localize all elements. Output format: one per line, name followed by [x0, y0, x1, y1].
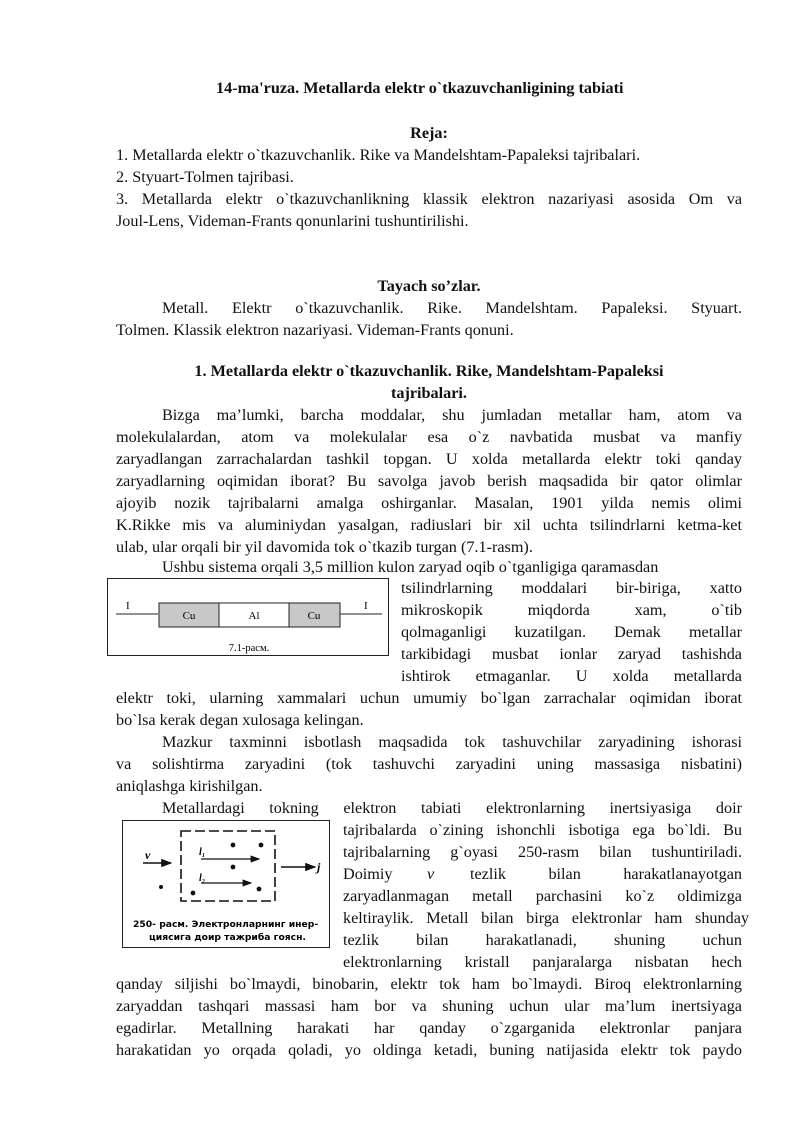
- plan-item: 2. Styuart-Tolmen tajribasi.: [116, 168, 294, 186]
- inertia-diagram: [123, 821, 331, 949]
- plan-item: 3. Metallarda elektr o`tkazuvchanlikning klassik elektron nazariyasi asosida Om va: [116, 190, 742, 208]
- plan-item-continued: Joul-Lens, Videman-Frants qonunlarini tushuntirilishi.: [116, 212, 469, 230]
- paragraph-line: elektr toki, ularning xammalari uchun umumiy bo`lgan zarrachalar oqimidan iborat: [116, 689, 742, 707]
- paragraph-line: aniqlashga kirishilgan.: [116, 777, 263, 795]
- paragraph-line: zaryadlangan zarrachalardan tashkil topgan. U xolda metallarda elektr toki qanday: [116, 450, 742, 468]
- paragraph-line: tarkibidagi musbat ionlar zaryad tashishda: [401, 645, 742, 663]
- electron-dot: [191, 891, 196, 896]
- cylinders-diagram: [108, 579, 390, 657]
- l1-label: l₁: [199, 847, 206, 858]
- segment-label: Al: [248, 610, 260, 622]
- electron-dot: [259, 843, 264, 848]
- figure-250: [122, 820, 330, 948]
- plan-heading: Reja:: [410, 124, 448, 142]
- metal-block: [181, 831, 275, 901]
- current-label-right: I: [364, 600, 368, 612]
- paragraph-line: K.Rikke mis va aluminiydan yasalgan, radiuslari bir xil uchta tsilindrlarni ketma-ket: [116, 516, 742, 534]
- lecture-title: 14-ma'ruza. Metallarda elektr o`tkazuvchanligining tabiati: [216, 79, 624, 97]
- l2-label: l₂: [199, 873, 206, 884]
- paragraph-line: zaryadlanmagan metall parchasini ko`z oldimizga: [343, 887, 742, 905]
- paragraph-line: zaryadlarning oqimidan iborat? Bu savolga javob berish maqsadida bir qator olimlar: [116, 472, 742, 490]
- figure-caption-line: циясига доир тажриба гоясн.: [149, 932, 306, 943]
- paragraph-line: zaryaddan tashqari massasi ham bor va shuning uchun ular ma’lum inertsiyaga: [116, 997, 742, 1015]
- paragraph-line: ulab, ular orqali bir yil davomida tok o`tkazib turgan (7.1-rasm).: [116, 538, 533, 556]
- section-heading: 1. Metallarda elektr o`tkazuvchanlik. Rike, Mandelshtam-Papaleksi: [194, 362, 664, 380]
- velocity-symbol: v: [427, 865, 435, 883]
- paragraph-line: va solishtirma zaryadini (tok tashuvchi zaryadini uning massasiga nisbatini): [116, 755, 742, 773]
- keywords-heading: Tayach so’zlar.: [377, 277, 481, 295]
- figure-caption-line: 250- pacм. Электронларнинг инер-: [133, 919, 319, 930]
- electron-dot: [159, 885, 163, 889]
- paragraph-line: molekulalardan, atom va molekulalar esa o`z navbatida musbat va manfiy: [116, 428, 742, 446]
- paragraph-line: elektronlarning kristall panjaralarga nisbatan hech: [343, 953, 742, 971]
- segment-label: Cu: [182, 610, 196, 622]
- paragraph-line: Metallardagi tokning elektron tabiati elektronlarning inertsiyasiga doir: [162, 799, 742, 817]
- paragraph-line: harakatidan yo orqada qoladi, yo oldinga ketadi, buning natijasida elektr tok paydo: [116, 1041, 742, 1059]
- paragraph-line: mikroskopik miqdorda xam, o`tib: [401, 601, 742, 619]
- paragraph-line: tajribalarning g`oyasi 250-rasm bilan tushuntiriladi.: [343, 843, 742, 861]
- figure-caption: 7.1-рacм.: [228, 643, 270, 654]
- figure-7-1: [107, 578, 389, 656]
- paragraph-line: egadirlar. Metallning harakati har qanday o`zgarganida elektronlar panjara: [116, 1019, 742, 1037]
- electron-dot: [231, 843, 236, 848]
- paragraph-line: keltiraylik. Metall bilan birga elektronlar ham shunday: [343, 909, 749, 927]
- paragraph-line: tsilindrlarning moddalari bir-biriga, xatto: [401, 579, 742, 597]
- doimiy-word: Doimiy: [343, 865, 393, 883]
- electron-dot: [257, 887, 262, 892]
- doimiy-rest: tezlik bilan harakatlanayotgan: [470, 865, 742, 883]
- keywords-line: Tolmen. Klassik elektron nazariyasi. Videman-Frants qonuni.: [116, 321, 514, 339]
- j-label: j: [317, 860, 321, 874]
- plan-item: 1. Metallarda elektr o`tkazuvchanlik. Rike va Mandelshtam-Papaleksi tajribalari.: [116, 146, 641, 164]
- current-label-left: I: [126, 600, 130, 612]
- keywords-line: Metall. Elektr o`tkazuvchanlik. Rike. Mandelshtam. Papaleksi. Styuart.: [162, 299, 742, 317]
- section-heading-continued: tajribalari.: [391, 384, 467, 402]
- segment-label: Cu: [307, 610, 321, 622]
- paragraph-line: Ushbu sistema orqali 3,5 million kulon zaryad oqib o`tganligiga qaramasdan: [162, 558, 659, 576]
- paragraph-line: tezlik bilan harakatlanadi, shuning uchun: [343, 931, 742, 949]
- paragraph-line: qanday siljishi bo`lmaydi, binobarin, elektr tok ham bo`lmaydi. Biroq elektronlarning: [116, 975, 742, 993]
- paragraph-line: Bizga ma’lumki, barcha moddalar, shu jumladan metallar ham, atom va: [162, 406, 742, 424]
- paragraph-line: bo`lsa kerak degan xulosaga kelingan.: [116, 711, 364, 729]
- paragraph-line: ajoyib nozik tajribalarni amalga oshirganlar. Masalan, 1901 yilda nemis olimi: [116, 494, 742, 512]
- paragraph-line: tajribalarda o`zining ishonchli isbotiga ega bo`ldi. Bu: [343, 821, 742, 839]
- v-label: v: [145, 848, 151, 862]
- paragraph-line: qolmaganligi kuzatilgan. Demak metallar: [401, 623, 742, 641]
- paragraph-line: ishtirok etmaganlar. U xolda metallarda: [401, 667, 742, 685]
- electron-dot: [231, 865, 236, 870]
- paragraph-line: Mazkur taxminni isbotlash maqsadida tok tashuvchilar zaryadining ishorasi: [162, 733, 742, 751]
